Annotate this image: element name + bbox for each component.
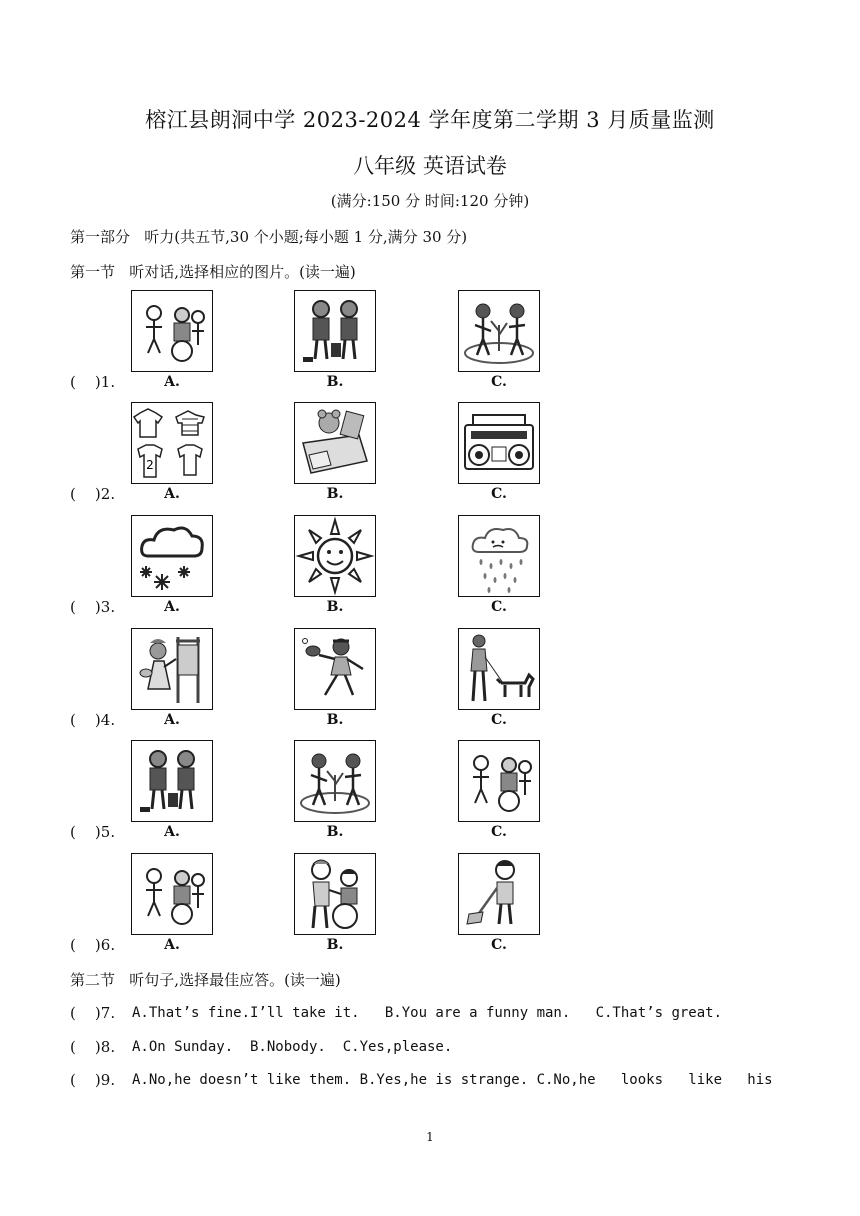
planting-trees-icon	[458, 290, 540, 372]
question-4-option-b: B.	[326, 712, 344, 728]
painting-girl-icon	[131, 628, 213, 710]
question-2-option-b: B.	[326, 486, 344, 502]
rain-cloud-icon	[458, 515, 540, 597]
question-6-option-a: A.	[164, 937, 180, 953]
question-9-options: A.No,he doesn’t like them. B.Yes,he is strange. C.No,he looks like his	[132, 1072, 773, 1088]
helping-elderly-wheelchair-icon	[131, 853, 213, 935]
question-3-option-a: A.	[164, 599, 180, 615]
svg-text:2: 2	[146, 458, 154, 472]
question-7-options: A.That’s fine.I’ll take it. B.You are a funny man. C.That’s great.	[132, 1005, 723, 1021]
helping-elderly-wheelchair-icon	[131, 290, 213, 372]
walking-dog-icon	[458, 628, 540, 710]
question-3-label: ( )3.	[70, 598, 116, 616]
sweeping-boy-icon	[458, 853, 540, 935]
section2-heading: 第二节 听句子,选择最佳应答。(读一遍)	[70, 971, 341, 989]
question-2-label: ( )2.	[70, 485, 116, 503]
cleaning-up-litter-icon	[131, 740, 213, 822]
toy-box-icon	[294, 402, 376, 484]
question-6-option-b: B.	[326, 937, 344, 953]
question-5-option-b: B.	[326, 824, 344, 840]
question-3-option-b: B.	[326, 599, 344, 615]
question-3-option-c: C.	[491, 599, 507, 615]
radio-icon	[458, 402, 540, 484]
question-2-option-c: C.	[491, 486, 507, 502]
exam-score-time: (满分:150 分 时间:120 分钟)	[330, 192, 530, 210]
exam-subtitle: 八年级 英语试卷	[353, 154, 507, 178]
exam-title: 榕江县朗洞中学 2023-2024 学年度第二学期 3 月质量监测	[145, 108, 715, 132]
question-1-option-b: B.	[326, 374, 344, 390]
question-5-option-c: C.	[491, 824, 507, 840]
question-4-label: ( )4.	[70, 711, 116, 729]
planting-trees-icon	[294, 740, 376, 822]
section1-heading: 第一节 听对话,选择相应的图片。(读一遍)	[70, 263, 356, 281]
question-5-label: ( )5.	[70, 823, 116, 841]
question-1-option-a: A.	[164, 374, 180, 390]
question-6-label: ( )6.	[70, 936, 116, 954]
question-1-option-c: C.	[491, 374, 507, 390]
question-8-label: ( )8.	[70, 1038, 116, 1056]
cleaning-up-litter-icon	[294, 290, 376, 372]
question-6-option-c: C.	[491, 937, 507, 953]
sun-icon	[294, 515, 376, 597]
helping-elderly-wheelchair-icon	[458, 740, 540, 822]
question-4-option-a: A.	[164, 712, 180, 728]
question-2-option-a: A.	[164, 486, 180, 502]
question-8-options: A.On Sunday. B.Nobody. C.Yes,please.	[132, 1039, 453, 1055]
question-4-option-c: C.	[491, 712, 507, 728]
question-1-label: ( )1.	[70, 373, 116, 391]
question-9-label: ( )9.	[70, 1071, 116, 1089]
part1-heading: 第一部分 听力(共五节,30 个小题;每小题 1 分,满分 30 分)	[70, 228, 468, 246]
question-5-option-a: A.	[164, 824, 180, 840]
clothes-icon	[131, 402, 213, 484]
page-number: 1	[426, 1130, 434, 1144]
snowy-cloud-icon	[131, 515, 213, 597]
pushing-wheelchair-icon	[294, 853, 376, 935]
question-7-label: ( )7.	[70, 1004, 116, 1022]
ping-pong-girl-icon	[294, 628, 376, 710]
